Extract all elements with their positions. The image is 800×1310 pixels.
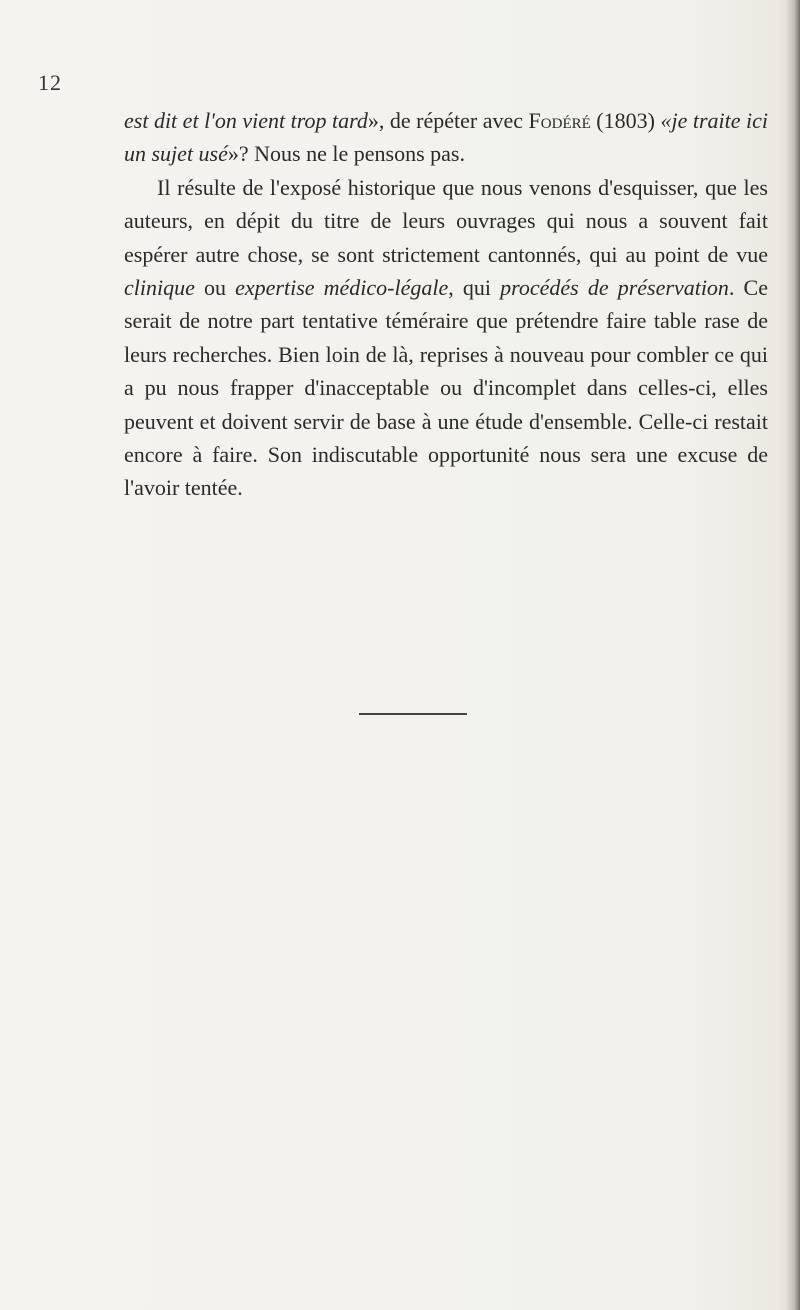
author-name: Fodéré — [528, 108, 591, 133]
page-edge-shadow — [786, 0, 800, 1310]
paragraph-2 — [124, 171, 768, 505]
text-segment: Il résulte de l'exposé historique que nous venons d'esquisser, que les auteurs, en dépit du titre de leurs ouvrages qui nous a souvent fait espérer autre chose, se sont strictement cantonnés, qui au point de vue — [124, 174, 768, 267]
quotation: «je traite ici un sujet usé — [124, 108, 769, 167]
body-text — [124, 104, 768, 505]
text-segment: est dit et l'on vient trop tard — [124, 108, 368, 133]
text-segment: clinique — [124, 275, 195, 301]
section-divider — [359, 713, 467, 715]
page-number: 12 — [38, 70, 62, 95]
text-segment: expertise médico-légale — [235, 275, 449, 301]
text-segment: procédés de préservation — [500, 275, 729, 301]
text-segment: », de répéter avec — [367, 108, 529, 133]
paragraph-1 — [124, 104, 768, 171]
text-segment: »? Nous ne le pensons pas. — [227, 141, 465, 167]
text-segment: . Ce serait de notre part tentative téméraire que prétendre faire table rase de leurs recherches. Bien loin de là, reprises à nouveau pour combler ce qui a pu nous frapper d'inacceptable ou d'incomplet dans celles-ci, elles peuvent et doivent servir de base à une étude d'ensemble. Celle-ci restait encore à faire. Son indiscutable opportunité nous sera une excuse de l'avoir tentée. — [124, 275, 768, 501]
text-segment: ou — [194, 275, 236, 301]
text-segment: , qui — [448, 275, 501, 301]
text-segment: (1803) — [590, 108, 661, 133]
